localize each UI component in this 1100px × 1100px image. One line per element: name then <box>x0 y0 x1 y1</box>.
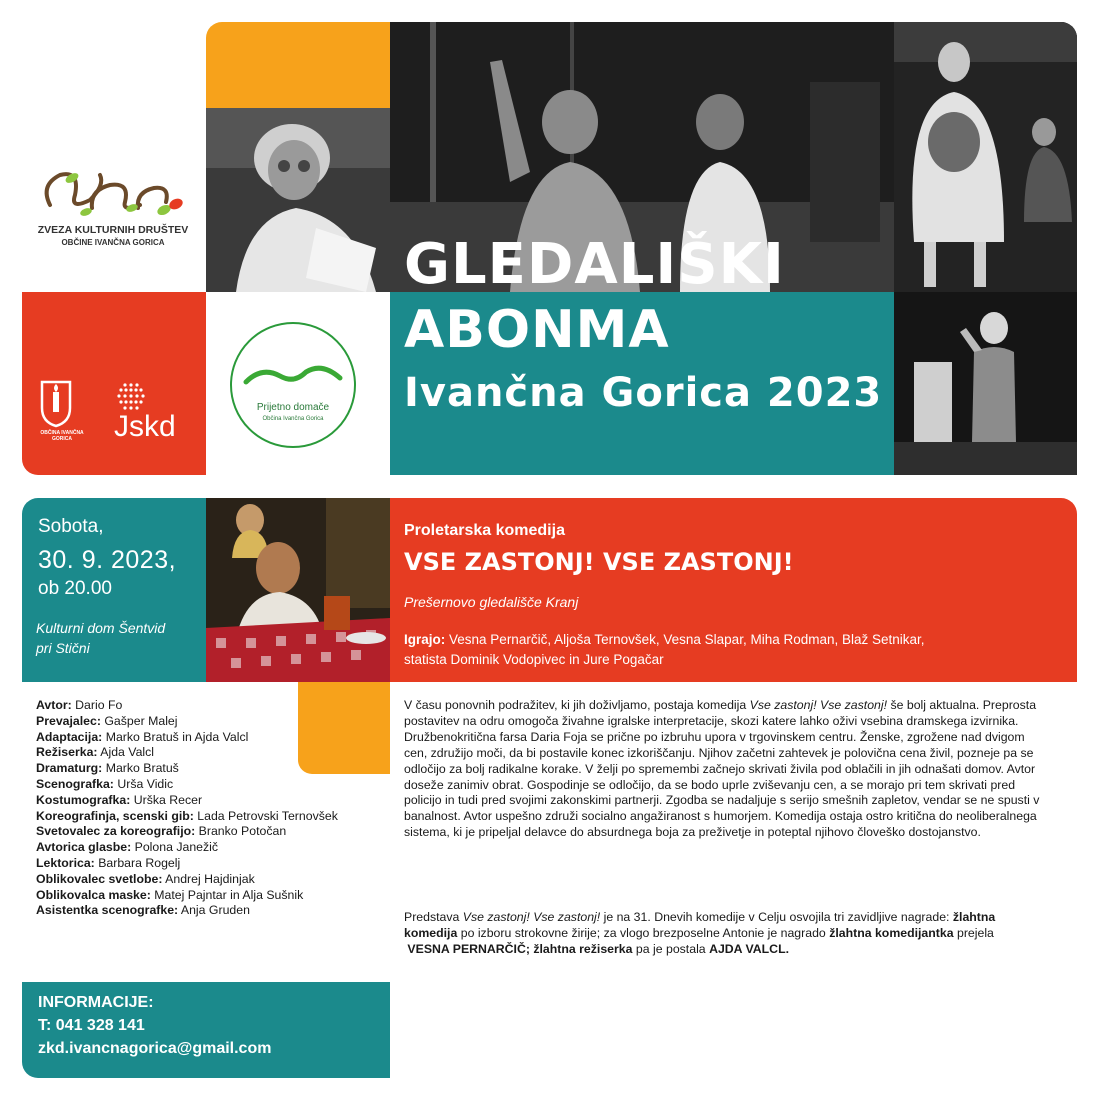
org-subtitle: OBČINE IVANČNA GORICA <box>61 238 165 247</box>
credit-row <box>36 872 338 888</box>
credit-person: Lada Petrovski Ternovšek <box>193 808 338 823</box>
jskd-logo-text: Jskd <box>114 410 176 443</box>
contact-email-link[interactable]: zkd.ivancnagorica@gmail.com <box>38 1040 272 1057</box>
credit-row <box>36 856 338 872</box>
title-line-3: Ivančna Gorica 2023 <box>404 370 883 416</box>
credit-role: Asistentka scenografke: <box>36 903 179 918</box>
photo-actress-reading <box>206 108 390 292</box>
awards-italic-title: Vse zastonj! Vse zastonj! <box>462 910 601 924</box>
credit-role: Svetovalec za koreografijo: <box>36 824 196 839</box>
contact-info-panel <box>22 982 390 1078</box>
credit-person: Dario Fo <box>71 698 123 712</box>
credit-row <box>36 777 338 793</box>
credit-row <box>36 903 338 919</box>
credit-row <box>36 888 338 904</box>
awards-text: po izboru strokovne žirije; za vlogo brezposelne Antonie je nagrado <box>457 925 830 940</box>
desc-italic-title: Vse zastonj! Vse zastonj! <box>749 698 888 712</box>
event-day: Sobota, <box>38 516 104 537</box>
credit-person: Andrej Hajdinjak <box>162 871 255 886</box>
title-line-1: GLEDALIŠKI <box>404 232 785 297</box>
event-venue-line-2: pri Stični <box>36 640 90 656</box>
awards-text: pa je postala <box>632 941 710 956</box>
award-name: žlahtna komedijantka <box>829 925 954 940</box>
obcina-crest-icon <box>36 378 76 438</box>
credit-row <box>36 809 338 825</box>
cast-label: Igrajo: <box>404 632 446 647</box>
prijetno-domace-logo-box <box>206 292 390 475</box>
credit-role: Oblikovalec svetlobe: <box>36 871 163 886</box>
play-genre: Proletarska komedija <box>404 522 565 539</box>
award-name: VESNA PERNARČIČ; žlahtna režiserka <box>407 941 633 956</box>
credit-role: Režiserka: <box>36 745 98 760</box>
play-info-panel <box>390 498 1077 682</box>
jskd-dots-icon <box>116 382 146 412</box>
obcina-label: OBČINA IVANČNA GORICA <box>40 430 84 442</box>
credit-row <box>36 714 338 730</box>
credit-row <box>36 824 338 840</box>
credit-role: Avtor: <box>36 698 72 712</box>
credit-row <box>36 698 338 714</box>
photo-actress-shouting <box>894 22 1077 292</box>
photo-play-scene <box>206 498 390 682</box>
award-name: AJDA VALCL. <box>709 941 789 956</box>
credit-person: Ajda Valcl <box>97 745 155 760</box>
awards-text: Predstava <box>404 910 463 924</box>
credit-row <box>36 761 338 777</box>
credit-role: Prevajalec: <box>36 713 101 728</box>
credit-role: Dramaturg: <box>36 761 103 776</box>
play-theatre: Prešernovo gledališče Kranj <box>404 594 579 610</box>
photo-actor-in-costume <box>894 292 1077 475</box>
awards-text: prejela <box>953 925 994 940</box>
contact-heading: INFORMACIJE: <box>38 994 154 1011</box>
play-description <box>404 698 1044 841</box>
credit-row <box>36 745 338 761</box>
credit-person: Branko Potočan <box>195 824 287 839</box>
credit-role: Koreografinja, scenski gib: <box>36 808 194 823</box>
credit-person: Anja Gruden <box>178 903 250 918</box>
credit-role: Oblikovalca maske: <box>36 887 151 902</box>
play-awards <box>404 910 1044 958</box>
credit-role: Avtorica glasbe: <box>36 840 132 855</box>
org-name: ZVEZA KULTURNIH DRUŠTEV <box>37 224 189 236</box>
prijetno-domace-sublabel: Občina Ivančna Gorica <box>262 416 324 422</box>
awards-text: je na 31. Dnevih komedije v Celju osvojila tri zavidljive nagrade: <box>600 910 953 924</box>
cast-line-1: Vesna Pernarčič, Aljoša Ternovšek, Vesna Slapar, Miha Rodman, Blaž Setnikar, <box>445 632 925 647</box>
credit-person: Matej Pajntar in Alja Sušnik <box>150 887 304 902</box>
sponsor-logos-panel <box>22 292 206 475</box>
prijetno-domace-logo <box>230 322 356 448</box>
orange-color-block <box>206 22 390 108</box>
event-date: 30. 9. 2023, <box>38 546 177 574</box>
event-date-panel <box>22 498 206 682</box>
award-name: žlahtna komedija <box>404 910 996 940</box>
credit-person: Marko Bratuš <box>102 761 179 776</box>
credit-person: Marko Bratuš in Ajda Valcl <box>102 729 249 744</box>
prijetno-domace-label: Prijetno domače <box>256 402 330 413</box>
credit-role: Kostumografka: <box>36 792 131 807</box>
cast-line-2: statista Dominik Vodopivec in Jure Pogačar <box>404 652 664 667</box>
contact-phone[interactable]: T: 041 328 141 <box>38 1017 145 1034</box>
play-title: VSE ZASTONJ! VSE ZASTONJ! <box>404 548 794 576</box>
event-time: ob 20.00 <box>38 578 112 599</box>
credit-role: Scenografka: <box>36 776 114 791</box>
credit-person: Gašper Malej <box>100 713 178 728</box>
desc-text: V času ponovnih podražitev, ki jih doživljamo, postaja komedija <box>404 698 750 712</box>
credits-list <box>36 698 338 919</box>
credit-role: Lektorica: <box>36 855 95 870</box>
credit-person: Barbara Rogelj <box>94 855 181 870</box>
credit-person: Urška Recer <box>130 792 203 807</box>
credit-person: Polona Janežič <box>131 840 219 855</box>
credit-row <box>36 840 338 856</box>
event-venue-line-1: Kulturni dom Šentvid <box>36 620 166 636</box>
credit-person: Urša Vidic <box>113 776 174 791</box>
credit-row <box>36 730 338 746</box>
play-cast <box>404 632 1064 647</box>
desc-text: še bolj aktualna. Preprosta postavitev na odru omogoča živahne igralske interpretacije, skozi katere lahko oživi vsebina dramskega izvirnika. Družbenokritična farsa Daria Foja se prične po izbruhu upora v trgovinskem centru. Ženske, zgrožene nad dvigom cen, združijo moči, da bi postavile konec izkoriščanju. Njihov začetni zahtevek je polovična cena živil, pozneje pa se odločijo za bolj radikalne korake. V želji po spremembi začnejo skrivati živila pod oblačili in jih odnašati domov. Avtor doseže zanimiv obrat. Gospodinje se odločijo, da se bodo uprle zviševanju cen, a se morajo pri tem skrivati pred policijo in tudi pred svojimi zakonskimi partnerji. Zgodba se nadaljuje s serijo smešnih zapletov, vendar se ne spusti v banalnost. Avtor uspešno združi socialno angažiranost s humorjem. Komedija ostaja ostro kritična do neoliberalnega sistema, ki je pripeljal delavce do absurdnega boja za preživetje in poteptal njihovo človeško dostojanstvo. <box>404 698 1040 840</box>
credit-role: Adaptacija: <box>36 729 103 744</box>
credit-row <box>36 793 338 809</box>
title-line-2: ABONMA <box>404 300 670 360</box>
